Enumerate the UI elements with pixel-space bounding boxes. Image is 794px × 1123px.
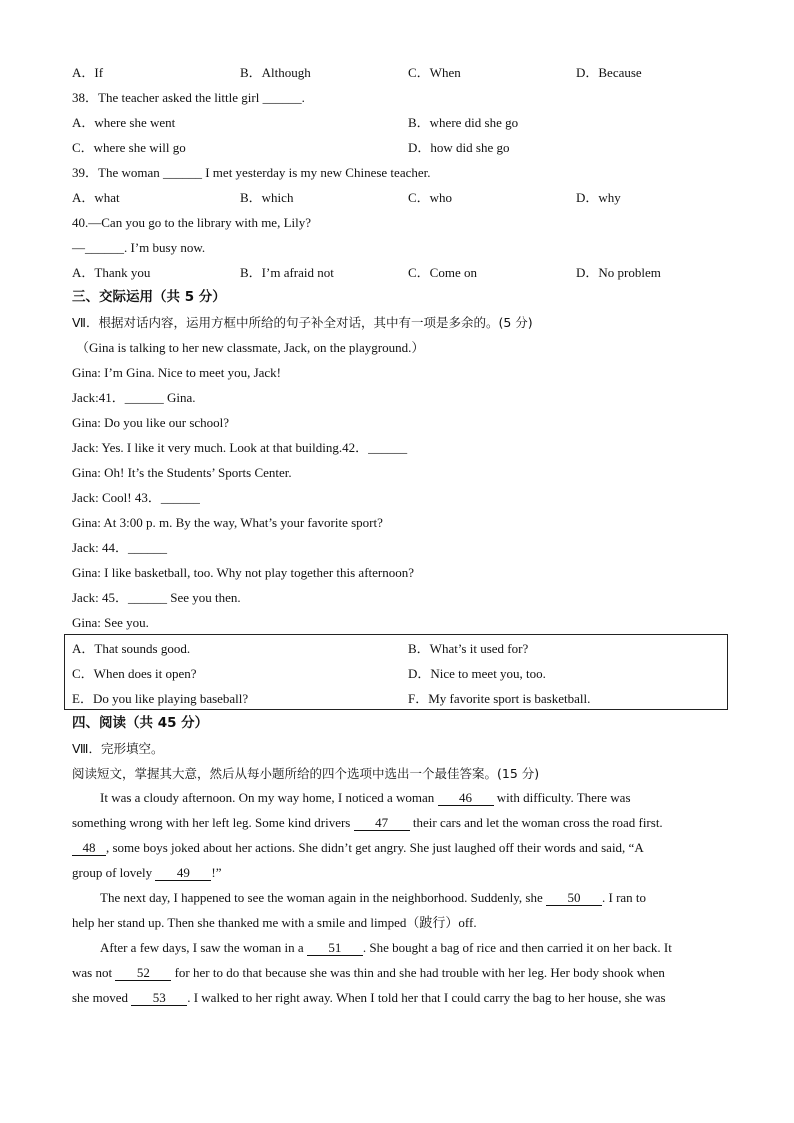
q37-option-d: D．Because [576,65,642,80]
dialogue-line: Jack:41．______ Gina. [72,390,196,405]
q40-option-d: D．No problem [576,265,661,280]
box-option-b: B．What’s it used for? [408,641,529,656]
passage-line: was not 52 for her to do that because she was thin and she had trouble with her leg. Her body shook when [72,965,665,980]
q39-stem: 39．The woman ______ I met yesterday is my new Chinese teacher. [72,165,431,180]
q39-option-b: B．which [240,190,294,205]
blank-49[interactable]: 49 [155,865,211,881]
dialogue-line: Gina: See you. [72,615,149,630]
section4-sub: Ⅷ．完形填空。 [72,741,164,756]
blank-46[interactable]: 46 [438,790,494,806]
q40-stem: 40.—Can you go to the library with me, Lily? [72,215,312,230]
blank-48[interactable]: 48 [72,840,106,856]
blank-51[interactable]: 51 [307,940,363,956]
dialogue-line: Gina: Oh! It’s the Students’ Sports Center. [72,465,292,480]
blank-50[interactable]: 50 [546,890,602,906]
q38-option-b: B．where did she go [408,115,519,130]
passage-line: group of lovely 49 !” [72,865,222,880]
q40-stem-reply: —______. I’m busy now. [72,240,206,255]
box-option-d: D．Nice to meet you, too. [408,666,546,681]
section3-instruction: Ⅶ．根据对话内容，运用方框中所给的句子补全对话，其中有一项是多余的。(5 分) [72,315,533,330]
passage-line: It was a cloudy afternoon. On my way home, I noticed a woman 46 with difficulty. There was [100,790,631,805]
dialogue-line: Gina: At 3:00 p. m. By the way, What’s your favorite sport? [72,515,383,530]
dialogue-line: Gina: I’m Gina. Nice to meet you, Jack! [72,365,282,380]
blank-53[interactable]: 53 [131,990,187,1006]
q39-option-c: C．who [408,190,453,205]
q38-option-a: A．where she went [72,115,176,130]
section4-instruction: 阅读短文，掌握其大意，然后从每小题所给的四个选项中选出一个最佳答案。(15 分) [72,766,540,781]
blank-47[interactable]: 47 [354,815,410,831]
passage-line: something wrong with her left leg. Some kind drivers 47 their cars and let the woman cross the road first. [72,815,663,830]
dialogue-line: Jack: Cool! 43．______ [72,490,200,505]
box-option-e: E．Do you like playing baseball? [72,691,249,706]
q39-option-a: A．what [72,190,120,205]
passage-line: 48 , some boys joked about her actions. She didn’t get angry. She just laughed off their words and said, “A [72,839,644,857]
q37-option-a: A．If [72,65,104,80]
q40-option-a: A．Thank you [72,265,151,280]
dialogue-line: Jack: 44．______ [72,540,167,555]
q38-option-d: D．how did she go [408,140,510,155]
passage-line: help her stand up. Then she thanked me with a smile and limped（跛行）off. [72,915,477,930]
dialogue-line: Gina: I like basketball, too. Why not play together this afternoon? [72,565,415,580]
blank-52[interactable]: 52 [115,965,171,981]
dialogue-line: Gina: Do you like our school? [72,415,230,430]
dialogue-line: Jack: Yes. I like it very much. Look at that building.42．______ [72,440,408,455]
q37-option-b: B．Although [240,65,311,80]
q38-option-c: C．where she will go [72,140,186,155]
q40-option-c: C．Come on [408,265,477,280]
dialogue-line: Jack: 45．______ See you then. [72,590,241,605]
q40-option-b: B．I’m afraid not [240,265,334,280]
q37-option-c: C．When [408,65,461,80]
q38-stem: 38．The teacher asked the little girl ______. [72,90,305,105]
passage-line: The next day, I happened to see the woman again in the neighborhood. Suddenly, she 50 . I ran to [100,890,647,905]
box-option-c: C．When does it open? [72,666,197,681]
box-option-a: A．That sounds good. [72,641,191,656]
section3-title: 三、交际运用（共 5 分） [72,289,226,305]
passage-line: she moved 53 . I walked to her right away. When I told her that I could carry the bag to her house, she was [72,990,666,1005]
box-option-f: F．My favorite sport is basketball. [408,691,591,706]
passage-line: After a few days, I saw the woman in a 51 . She bought a bag of rice and then carried it on her back. It [100,940,672,955]
section4-title: 四、阅读（共 45 分） [72,715,209,731]
q39-option-d: D．why [576,190,621,205]
dialogue-context: （Gina is talking to her new classmate, Jack, on the playground.） [76,340,425,355]
